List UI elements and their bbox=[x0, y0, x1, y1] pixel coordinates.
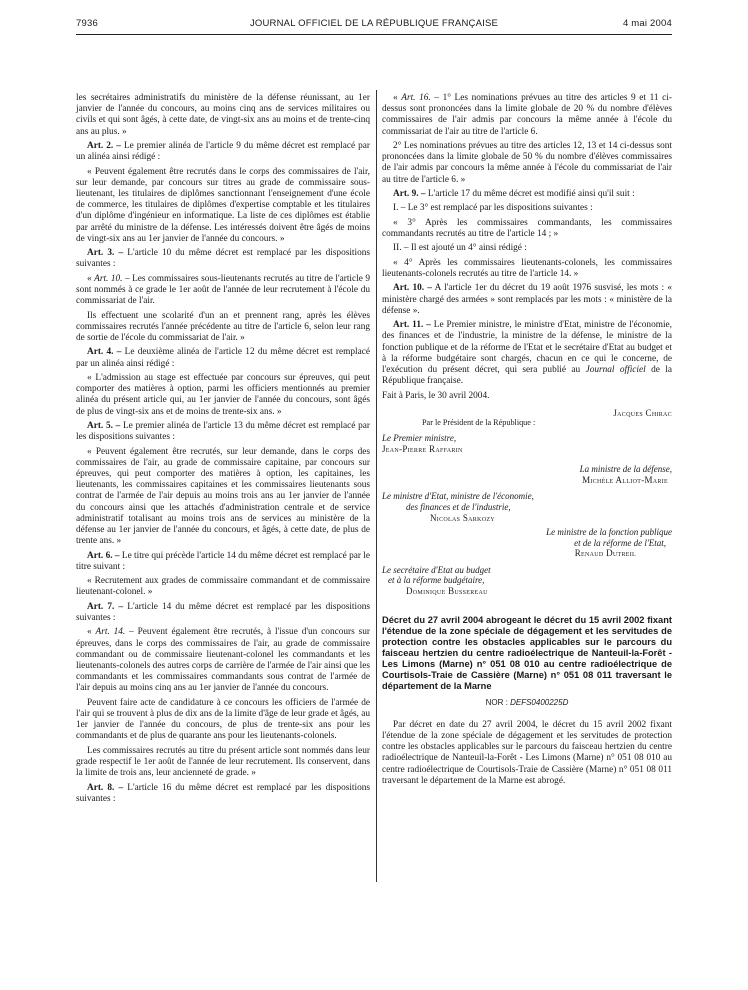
signatory-defense: Michèle Alliot-Marie bbox=[582, 474, 668, 485]
article-label: Art. 10. – bbox=[393, 283, 432, 294]
paragraph: « Peuvent également être recrutés, sur leur demande, dans le corps des commissaires de l'air, au grade de commissaire capitaine, par concours sur épreuves, qui peut comporter des matières à option, les capitaines, les lieutenants, les commissaires capitaines et les commissaires lieutenants sous contrat de l'armée de l'air depuis au moins trois ans au 1er janvier de l'année du concours ainsi que les attachés d'administration centrale et de service administratif totalisant au moins trois ans de services au ministère de la défense au 1er janvier de l'année du concours, et âgés, à cette date, de plus de trente ans. » bbox=[76, 446, 370, 547]
article-4 bbox=[76, 347, 370, 369]
article-text: de la République française. bbox=[382, 364, 673, 387]
nor-code: DEFS0400225D bbox=[510, 697, 569, 707]
article-label: Art. 2. – bbox=[87, 141, 121, 151]
article-text: Le premier alinéa de l'article 9 du même décret est remplacé par un alinéa ainsi rédigé : bbox=[76, 141, 371, 163]
nor-label: NOR : bbox=[485, 697, 511, 707]
signatory-budget: Dominique Bussereau bbox=[406, 586, 488, 597]
signatory-title: Le Premier ministre, bbox=[382, 432, 457, 443]
signatory-title: Le ministre de la fonction publique bbox=[546, 527, 672, 538]
nor-reference bbox=[382, 697, 672, 708]
signatory-title: Le ministre d'Etat, ministre de l'économie, bbox=[382, 491, 534, 502]
paragraph: « 3° Après les commissaires commandants, les commissaires commandants recrutés au titre de l'article 14 ; » bbox=[382, 217, 672, 239]
quoted-article-16 bbox=[382, 93, 672, 138]
article-label: Art. 7. – bbox=[87, 601, 124, 612]
decree-title: Décret du 27 avril 2004 abrogeant le décret du 15 avril 2002 fixant l'étendue de la zone spéciale de dégagement et les servitudes de protection contre les obstacles applicables sur le parcours du faisceau hertzien du centre radioélectrique de Nanteuil-la-Forêt - Les Limons (Marne) n° 051 08 010 au centre radioélectrique de Courtisols-Traie de Cassière (Marne) n° 051 08 011 traversant le département de la Marne bbox=[382, 614, 672, 691]
article-label: Art. 3. – bbox=[87, 248, 124, 259]
signatory-title: Le secrétaire d'Etat au budget bbox=[382, 564, 491, 575]
signatures bbox=[382, 408, 672, 597]
right-column bbox=[382, 93, 672, 790]
article-11 bbox=[382, 320, 672, 387]
article-ref: Art. 10. bbox=[94, 273, 123, 284]
issue-date: 4 mai 2004 bbox=[622, 18, 672, 29]
paragraph: « 4° Après les commissaires lieutenants-colonels, les commissaires lieutenants-colonels recrutés au titre de l'article 14. » bbox=[382, 257, 672, 279]
page-number: 7936 bbox=[76, 18, 98, 29]
article-label: Art. 6. – bbox=[87, 550, 120, 561]
article-5 bbox=[76, 421, 370, 443]
paragraph: « Recrutement aux grades de commissaire commandant et de commissaire lieutenant-colonel. » bbox=[76, 576, 370, 598]
article-3 bbox=[76, 248, 370, 270]
paragraph: « L'admission au stage est effectuée par concours sur épreuves, qui peut comporter des matières à option, parmi les officiers mentionnés au premier alinéa du présent article qui, au 1er janvier de l'année du concours, sont âgés de plus de vingt-six ans et de moins de trente-six ans. » bbox=[76, 372, 370, 417]
article-text: Le titre qui précède l'article 14 du même décret est remplacé par le titre suivant : bbox=[76, 550, 370, 572]
article-ref: Art. 16. bbox=[401, 93, 431, 103]
article-text: Le premier alinéa de l'article 13 du même décret est remplacé par les dispositions suivantes : bbox=[76, 420, 370, 443]
quote-open: « bbox=[393, 93, 402, 103]
paragraph: les secrétaires administratifs du ministère de la défense réunissant, au 1er janvier de l'année du concours, au moins cinq ans de services militaires ou civils et qui sont âgés, à cette date, de vingt-six ans au moins et de trente-cinq ans au plus. » bbox=[76, 93, 370, 137]
article-7 bbox=[76, 602, 370, 624]
signatory-title: et à la réforme budgétaire, bbox=[388, 575, 485, 586]
article-label: Art. 11. – bbox=[393, 320, 431, 331]
page-header bbox=[76, 18, 672, 34]
paragraph: Par décret en date du 27 avril 2004, le décret du 15 avril 2002 fixant l'étendue de la zone spéciale de dégagement et les servitudes de protection contre les obstacles applicables sur le parcours du faisceau hertzien du centre radioélectrique de Nanteuil-la-Forêt - Les Limons (Marne) n° 051 08 010 au centre radioélectrique de Courtisols-Traie de Cassière (Marne) n° 051 08 011 traversant le département de la Marne est abrogé. bbox=[382, 719, 672, 786]
article-text: Le Premier ministre, le ministre d'Etat, ministre de l'économie, des finances et de l'industrie, la ministre de la défense, le ministre de la fonction publique et de la réforme de l'Etat et le secrétaire d'Etat au budget et à la réforme budgétaire sont chargés, chacun en ce qui le concerne, de l'exécution du présent décret, qui sera publié au bbox=[382, 320, 672, 375]
article-text: A l'article 1er du décret du 19 août 1976 susvisé, les mots : « ministère chargé des armées » sont remplacés par les mots : « ministère de la défense ». bbox=[382, 283, 672, 316]
signatory-president: Jacques Chirac bbox=[613, 407, 672, 418]
signatory-title: et de la réforme de l'Etat, bbox=[574, 537, 666, 548]
article-10 bbox=[382, 283, 672, 317]
article-text: L'article 10 du même décret est remplacé par les dispositions suivantes : bbox=[76, 248, 371, 270]
article-ref: Art. 14. bbox=[95, 627, 126, 638]
quote-open: « bbox=[87, 627, 96, 638]
signature-preamble: Par le Président de la République : bbox=[422, 418, 536, 428]
journal-title: JOURNAL OFFICIEL DE LA RÉPUBLIQUE FRANÇAISE bbox=[249, 18, 499, 29]
signatory-economy: Nicolas Sarkozy bbox=[430, 512, 495, 523]
left-column bbox=[76, 93, 370, 808]
signed-place-date: Fait à Paris, le 30 avril 2004. bbox=[382, 390, 490, 401]
header-rule bbox=[76, 34, 672, 35]
quoted-article-10 bbox=[76, 274, 370, 308]
paragraph: Peuvent faire acte de candidature à ce concours les officiers de l'armée de l'air qui se trouvent à plus de dix ans de la limite d'âge de leur grade et âgés, au 1er janvier de l'année du concours, de plus de trente-six ans pour les commandants et de plus de quarante ans pour les lieutenants-colonels. bbox=[76, 697, 370, 742]
article-6 bbox=[76, 551, 370, 573]
article-text: L'article 14 du même décret est remplacé par les dispositions suivantes : bbox=[76, 601, 371, 623]
signatory-public-service: Renaud Dutreil bbox=[574, 548, 636, 559]
article-label: Art. 4. – bbox=[87, 347, 122, 358]
article-9 bbox=[382, 189, 672, 200]
paragraph: II. – Il est ajouté un 4° ainsi rédigé : bbox=[393, 243, 527, 254]
paragraph: 2° Les nominations prévues au titre des articles 12, 13 et 14 ci-dessus sont prononcées dans la limite globale de 50 % du nombre d'élèves commissaires de l'air admis par concours la même année à l'école du commissariat de l'air au titre de l'article 6. » bbox=[382, 141, 672, 185]
signatory-title: La ministre de la défense, bbox=[579, 464, 672, 475]
quote-open: « bbox=[87, 273, 95, 284]
paragraph: « Peuvent également être recrutés dans le corps des commissaires de l'air, sur leur demande, par concours sur titres au grade de commissaire sous-lieutenant, les titulaires de diplômes sanctionnant l'enseignement d'une école de commerce, les titulaires de diplômes d'expertise comptable et les titulaires d'un diplôme d'ingénieur en informatique. La liste de ces diplômes est établie par arrêté du ministre de la défense. Les intéressés doivent être âgés de moins de vingt-six ans au 1er janvier de l'année du concours. » bbox=[76, 166, 370, 244]
article-label: Art. 5. – bbox=[87, 420, 121, 431]
article-2 bbox=[76, 141, 370, 163]
paragraph: Ils effectuent une scolarité d'un an et prennent rang, après les élèves commissaires recrutés l'année précédente au titre de l'article 6, selon leur rang de sortie de l'école du commissariat de l'air. » bbox=[76, 310, 370, 343]
quoted-article-14 bbox=[76, 627, 370, 694]
article-text: – Peuvent également être recrutés, à l'issue d'un concours sur épreuves, dans le corps des commissaires de l'air, au grade de commissaire commandant ou de commissaire lieutenant-colonel les commandants et les lieutenants-colonels des autres corps de carrière de l'armée de l'air ainsi que les commandants et les commissaires commandants sous contrat de l'armée de l'air depuis au moins cinq ans au 1er janvier de l'année du concours. bbox=[76, 627, 371, 694]
article-label: Art. 9. – bbox=[393, 189, 426, 199]
paragraph: Les commissaires recrutés au titre du présent article sont nommés dans leur grade respectif le 1er août de l'année de leur recrutement. Ils conservent, dans la limite de trois ans, leur ancienneté de grade. » bbox=[76, 745, 370, 779]
journal-ref: Journal officiel bbox=[585, 364, 646, 375]
article-text: L'article 17 du même décret est modifié ainsi qu'il suit : bbox=[425, 189, 635, 199]
signatory-pm: Jean-Pierre Raffarin bbox=[382, 443, 463, 454]
article-label: Art. 8. – bbox=[87, 782, 124, 793]
signatory-title: des finances et de l'industrie, bbox=[406, 501, 511, 512]
paragraph: I. – Le 3° est remplacé par les dispositions suivantes : bbox=[393, 203, 593, 214]
article-text: – Les commissaires sous-lieutenants recrutés au titre de l'article 9 sont nommés à ce grade le 1er août de l'année de leur recrutement à l'école du commissariat de l'air. bbox=[76, 273, 370, 307]
column-divider bbox=[376, 90, 377, 882]
article-text: – 1° Les nominations prévues au titre des articles 9 et 11 ci-dessus sont prononcées dans la limite globale de 20 % du nombre d'élèves commissaires de l'air admis par concours la même année à l'école du commissariat de l'air au titre de l'article 6. bbox=[382, 93, 672, 137]
article-8 bbox=[76, 783, 370, 805]
article-text: Le deuxième alinéa de l'article 12 du même décret est remplacé par un alinéa ainsi rédigé : bbox=[76, 347, 370, 369]
article-text: L'article 16 du même décret est remplacé par les dispositions suivantes : bbox=[76, 782, 371, 804]
